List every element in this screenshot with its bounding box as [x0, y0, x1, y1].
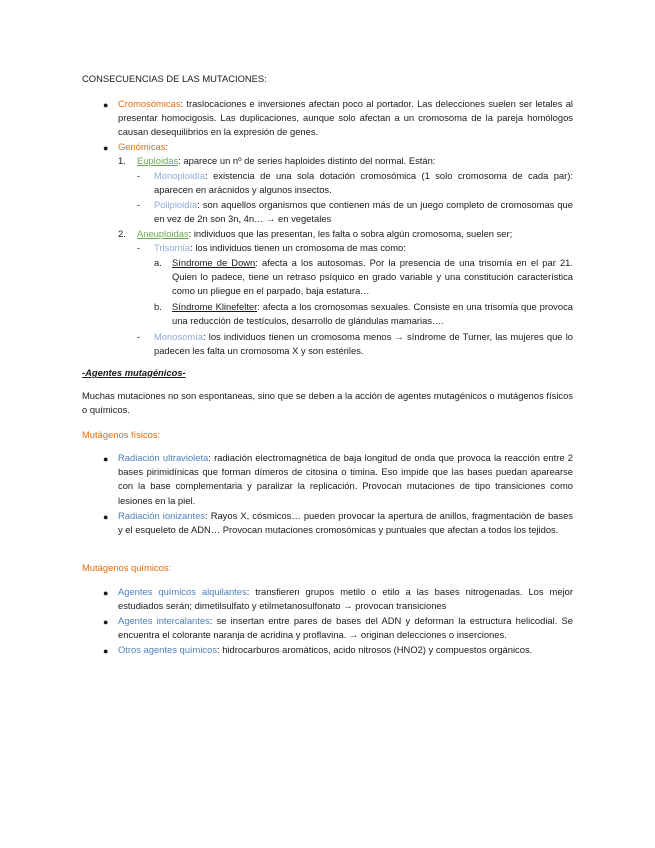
monosomia-paragraph: [154, 330, 573, 358]
agentes-title: -Agentes mutagénicos-: [82, 367, 186, 378]
bullet-icon: ●: [103, 617, 109, 627]
bullet-icon: ●: [103, 454, 109, 464]
poliploidia-paragraph: [154, 198, 573, 226]
alquilantes-paragraph: [118, 585, 573, 613]
dash-icon: -: [137, 242, 141, 253]
klinefelter-label: Síndrome Klinefelter: [172, 301, 258, 312]
bullet-icon: ●: [103, 646, 109, 656]
uv-text: : radiación electromagnética de baja longitud de onda que provoca la reacción entre 2 bases pirimidínicas que forman dímeros de citosina o timina. Eso impide que las bases puedan aparearse con la base complementaria y paralizar la replicación. Provocan mutaciones de tipo transiciones como lesiones en la piel.: [118, 452, 573, 506]
dash-icon: -: [137, 331, 141, 342]
aneuploidas-paragraph: [137, 227, 573, 241]
bullet-icon: ●: [103, 588, 109, 598]
list-number: 2.: [118, 228, 126, 239]
intercalantes-text: : se insertan entre pares de bases del ADN y deforman la estructura helicodial. Se encuentra el colorante naranja de acridina y proflavina. → originan delecciones o inserciones.: [118, 615, 573, 641]
page-title: CONSECUENCIAS DE LAS MUTACIONES:: [82, 73, 267, 84]
trisomia-text: : los individuos tienen un cromosoma de mas como:: [190, 242, 406, 253]
monoploidia-label: Monoploidía: [154, 170, 206, 181]
monosomia-label: Monosomía: [154, 331, 203, 342]
agentes-intro: Muchas mutaciones no son espontaneas, sino que se deben a la acción de agentes mutagénicos o mutágenos físicos o químicos.: [82, 390, 573, 416]
poliploidia-label: Poliploidía: [154, 199, 198, 210]
list-marker: b.: [154, 301, 162, 312]
genomicas-heading: [118, 140, 168, 154]
euploidas-paragraph: [137, 154, 573, 168]
cromosomicas-paragraph: [118, 97, 573, 140]
alquilantes-text: : transfieren grupos metilo o etilo a las bases nitrogenadas. Los mejor estudiados serán; dimetilsulfato y etilmetanosulfonato → provocan transiciones: [118, 586, 573, 612]
ionizantes-label: Radiación ionizantes: [118, 510, 205, 521]
down-label: Síndrome de Down: [172, 257, 256, 268]
cromosomicas-text: : traslocaciones e inversiones afectan poco al portador. Las delecciones suelen ser letales al presentar homocigosis. Las duplicaciones, aunque solo afectan a un cromosoma de la pareja homólogos causan desequilibrios en la expresión de genes.: [118, 98, 573, 138]
monosomia-text: : los individuos tienen un cromosoma menos → síndrome de Turner, las mujeres que lo padecen les falta un cromosoma X y son estériles.: [154, 331, 573, 357]
down-paragraph: [172, 256, 573, 299]
list-marker: a.: [154, 257, 162, 268]
aneuploidas-text: : individuos que las presentan, les falta o sobra algún cromosoma, suelen ser;: [188, 228, 513, 239]
uv-paragraph: [118, 451, 573, 508]
genomicas-colon: :: [165, 141, 169, 152]
euploidas-label: Euploidas: [137, 155, 179, 166]
dash-icon: -: [137, 199, 141, 210]
uv-label: Radiación ultravioleta: [118, 452, 209, 463]
bullet-icon: ●: [103, 100, 109, 110]
intercalantes-paragraph: [118, 614, 573, 642]
trisomia-paragraph: [154, 241, 573, 255]
intercalantes-label: Agentes intercalantes: [118, 615, 210, 626]
otros-text: : hidrocarburos aromáticos, acido nitrosos (HNO2) y compuestos orgánicos.: [217, 644, 533, 655]
fisicos-heading: Mutágenos físicos:: [82, 429, 161, 440]
otros-label: Otros agentes químicos: [118, 644, 218, 655]
klinefelter-paragraph: [172, 300, 573, 328]
dash-icon: -: [137, 170, 141, 181]
list-number: 1.: [118, 155, 126, 166]
monoploidia-text: : existencia de una sola dotación cromosómica (1 solo cromosoma de cada par): aparecen en arácnidos y algunos insectos.: [154, 170, 573, 196]
trisomia-label: Trisomía: [154, 242, 191, 253]
aneuploidas-label: Aneuploidas: [137, 228, 189, 239]
down-text: : afecta a los autosomas. Por la presencia de una trisomía en el par 21. Quien lo padece, tiene un retraso psíquico en grado variable y una constitución característica como un pliegue en el parpado, baja estatura…: [172, 257, 573, 297]
ionizantes-paragraph: [118, 509, 573, 537]
poliploidia-text: : son aquellos organismos que contienen más de un juego completo de cromosomas que en vez de 2n son 3n, 4n… → en vegetales: [154, 199, 573, 225]
bullet-icon: ●: [103, 143, 109, 153]
genomicas-label: Genómicas: [118, 141, 166, 152]
quimicos-heading: Mutágenos químicos:: [82, 562, 172, 573]
otros-paragraph: [118, 643, 573, 657]
bullet-icon: ●: [103, 512, 109, 522]
ionizantes-text: : Rayos X, cósmicos… pueden provocar la apertura de anillos, fragmentación de bases y el esqueleto de ADN… Provocan mutaciones cromosómicas y puntuales que afectan a todos los tejidos.: [118, 510, 573, 536]
euploidas-text: : aparece un nº de series haploides distinto del normal. Están:: [178, 155, 436, 166]
cromosomicas-label: Cromosómicas: [118, 98, 181, 109]
klinefelter-text: : afecta a los cromosomas sexuales. Consiste en una trisomía que provoca una reducción de testículos, desarrollo de glándulas mamarias….: [172, 301, 573, 327]
alquilantes-label: Agentes químicos alquilantes: [118, 586, 247, 597]
monoploidia-paragraph: [154, 169, 573, 197]
